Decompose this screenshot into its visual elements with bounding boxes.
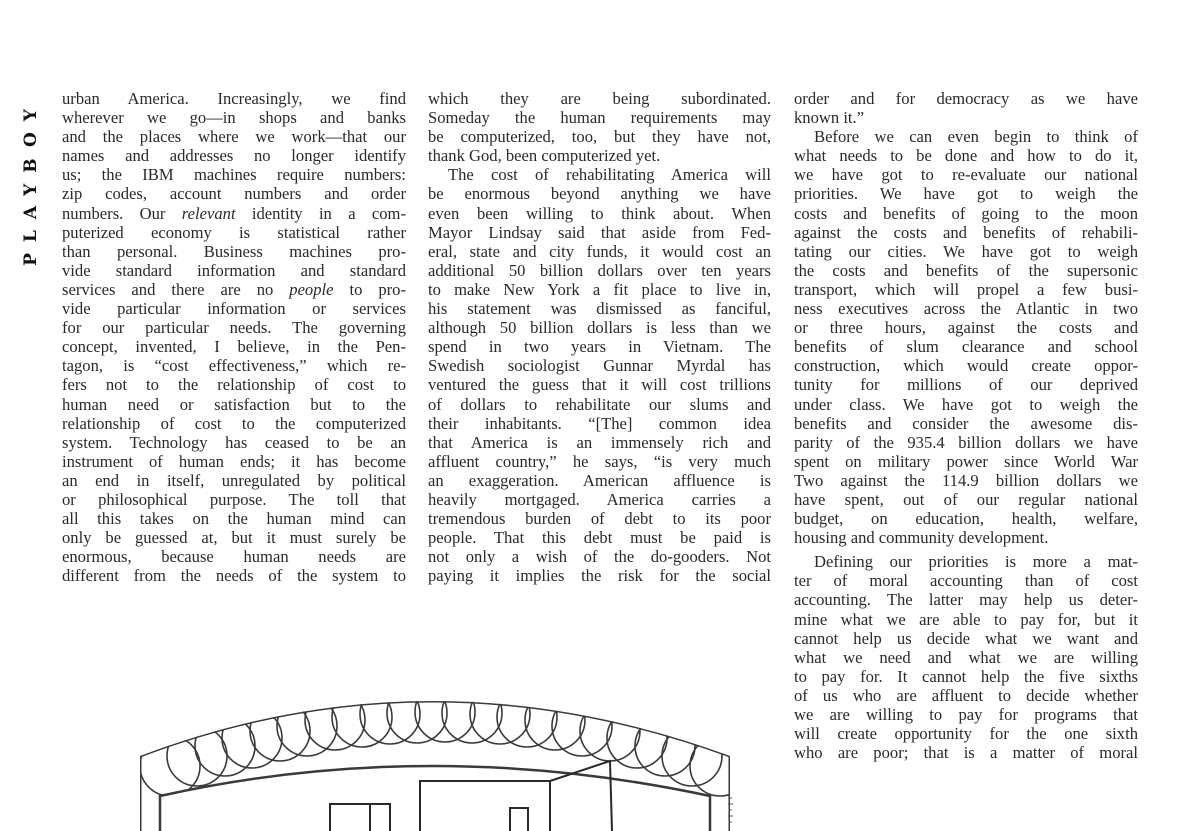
text-line: instrument of human ends; it has become	[62, 451, 406, 471]
text-line: than personal. Business machines pro-	[62, 241, 406, 261]
text-line: us; the IBM machines require numbers:	[62, 165, 406, 185]
text-line: enormous, because human needs are	[62, 547, 406, 567]
text-line: parity of the 935.4 billion dollars we have	[794, 432, 1138, 452]
text-line: benefits and consider the awesome dis-	[794, 413, 1138, 433]
text-line: relationship of cost to the computerized	[62, 413, 406, 433]
text-line: vide particular information or services	[62, 299, 406, 319]
cartoon-inner-arch	[160, 766, 710, 831]
text-line: eral, state and city funds, it would cost an	[428, 241, 771, 261]
text-line: cannot help us decide what we want and	[794, 628, 1138, 648]
text-line: and the places where we work—that our	[62, 127, 406, 147]
text-line: to pay for. It cannot help the five sixths	[794, 666, 1138, 686]
text-line: paying it implies the risk for the social	[428, 566, 771, 586]
text-column-3	[794, 89, 1138, 762]
text-line: costs and benefits of going to the moon	[794, 203, 1138, 223]
text-line: we are willing to pay for programs that	[794, 705, 1138, 724]
text-line: be enormous beyond anything we have	[428, 184, 771, 204]
text-line: fers not to the relationship of cost to	[62, 375, 406, 395]
text-column-1	[62, 89, 406, 585]
text-line: urban America. Increasingly, we find	[62, 89, 406, 108]
magazine-name-vertical	[14, 92, 48, 272]
text-line: ventured the guess that it will cost trillions	[428, 375, 771, 395]
text-line: human need or satisfaction but to the	[62, 394, 406, 414]
text-line: Mayor Lindsay said that aside from Fed-	[428, 222, 771, 242]
italic-emphasis: people	[289, 279, 334, 299]
text-line: which they are being subordinated.	[428, 89, 771, 108]
text-line: priorities. We have got to weigh the	[794, 184, 1138, 204]
text-run: services and there are no	[62, 279, 290, 299]
text-line: accounting. The latter may help us deter-	[794, 590, 1138, 610]
text-line: tunity for millions of our deprived	[794, 375, 1138, 395]
text-line: his statement was dismissed as fanciful,	[428, 299, 771, 319]
text-line: be computerized, too, but they have not,	[428, 127, 771, 147]
text-line: housing and community development.	[794, 528, 1049, 548]
text-run: to pro-	[333, 279, 406, 299]
text-line: although 50 billion dollars is less than we	[428, 318, 771, 338]
text-line: order and for democracy as we have	[794, 89, 1138, 108]
text-line: their inhabitants. “[The] common idea	[428, 413, 771, 433]
text-line: or three hours, against the costs and	[794, 318, 1138, 338]
text-line: all this takes on the human mind can	[62, 509, 406, 529]
text-line: an exaggeration. American affluence is	[428, 470, 771, 490]
text-line: have spent, out of our regular national	[794, 489, 1138, 509]
text-run: numbers. Our	[62, 203, 182, 223]
text-line: ter of moral accounting than of cost	[794, 571, 1138, 591]
text-line: people. That this debt must be paid is	[428, 528, 771, 548]
text-line: of us who are affluent to decide whether	[794, 685, 1138, 705]
text-line: Swedish sociologist Gunnar Myrdal has	[428, 356, 771, 376]
text-line: tremendous burden of debt to its poor	[428, 509, 771, 529]
text-line: puterized economy is statistical rather	[62, 222, 406, 242]
text-line: of dollars to rehabilitate our slums and	[428, 394, 771, 414]
text-line: Someday the human requirements may	[428, 108, 771, 128]
text-line: additional 50 billion dollars over ten years	[428, 260, 771, 280]
text-line: what we need and what we are willing	[794, 647, 1138, 667]
text-line: wherever we go—in shops and banks	[62, 108, 406, 128]
text-line: ness executives across the Atlantic in two	[794, 299, 1138, 319]
text-line: affluent country,” he says, “is very much	[428, 451, 771, 471]
text-line: different from the needs of the system to	[62, 566, 406, 586]
text-line: or philosophical purpose. The toll that	[62, 489, 406, 509]
text-line: benefits of slum clearance and school	[794, 337, 1138, 357]
text-line: The cost of rehabilitating America will	[448, 165, 771, 185]
text-line: mine what we are able to pay for, but it	[794, 609, 1138, 629]
cartoon-illustration	[130, 686, 750, 831]
text-line: concept, invented, I believe, in the Pen-	[62, 337, 406, 357]
text-line: against the costs and benefits of rehabili-	[794, 222, 1138, 242]
text-line: budget, on education, health, welfare,	[794, 509, 1138, 529]
text-line: an end in itself, unregulated by political	[62, 470, 406, 490]
text-line: to make New York a fit place to live in,	[428, 279, 771, 299]
text-line: names and addresses no longer identify	[62, 146, 406, 166]
text-line: under class. We have got to weigh the	[794, 394, 1138, 414]
text-line: Two against the 114.9 billion dollars we	[794, 470, 1138, 490]
text-line: not only a wish of the do-gooders. Not	[428, 547, 771, 567]
text-line: vide standard information and standard	[62, 260, 406, 280]
text-line: who are poor; that is a matter of moral	[794, 743, 1138, 763]
text-line: only be guessed at, but it must surely be	[62, 528, 406, 548]
text-line: will create opportunity for the one sixth	[794, 724, 1138, 744]
text-line: heavily mortgaged. America carries a	[428, 489, 771, 509]
text-line: spent on military power since World War	[794, 451, 1138, 471]
text-line: we have got to re-evaluate our national	[794, 165, 1138, 185]
text-line	[62, 204, 406, 223]
text-line: construction, which would create oppor-	[794, 356, 1138, 376]
text-line: known it.”	[794, 108, 865, 128]
text-line: thank God, been computerized yet.	[428, 146, 661, 166]
text-line	[62, 280, 406, 299]
text-line: Before we can even begin to think of	[814, 127, 1138, 147]
text-line: what needs to be done and how to do it,	[794, 146, 1138, 166]
text-line: zip codes, account numbers and order	[62, 184, 406, 204]
magazine-name: PLAYBOY	[21, 98, 41, 266]
text-line: transport, which will propel a few busi-	[794, 279, 1138, 299]
text-line: system. Technology has ceased to be an	[62, 432, 406, 452]
text-line: that America is an immensely rich and	[428, 432, 771, 452]
text-line: Defining our priorities is more a mat-	[814, 552, 1138, 572]
text-line: tagon, is “cost effectiveness,” which re-	[62, 356, 406, 376]
text-line: spend in two years in Vietnam. The	[428, 337, 771, 357]
text-line: even been willing to think about. When	[428, 203, 771, 223]
text-line: tating our cities. We have got to weigh	[794, 241, 1138, 261]
text-line: the costs and benefits of the supersonic	[794, 260, 1138, 280]
text-run: identity in a com-	[235, 203, 406, 223]
text-column-2	[428, 89, 771, 585]
italic-emphasis: relevant	[181, 203, 236, 223]
text-line: for our particular needs. The governing	[62, 318, 406, 338]
